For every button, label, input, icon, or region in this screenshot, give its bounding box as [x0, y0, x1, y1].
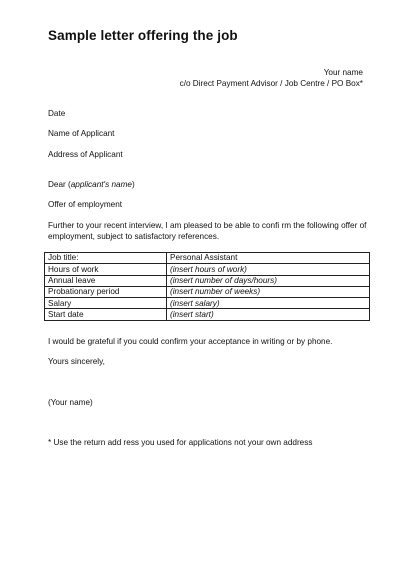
letter-title: Sample letter offering the job	[48, 28, 238, 43]
table-row	[45, 298, 370, 309]
table-cell-value: (insert number of weeks)	[167, 286, 370, 297]
sender-address: c/o Direct Payment Advisor / Job Centre / PO Box*	[179, 79, 363, 88]
salutation-suffix: )	[131, 180, 135, 189]
table-cell-value: (insert start)	[167, 309, 370, 320]
table-row	[45, 253, 370, 264]
intro-paragraph: Further to your recent interview, I am pleased to be able to confi rm the following offer of employment, subject to satisfactory references.	[48, 221, 367, 241]
table-row	[45, 275, 370, 286]
table-row	[45, 286, 370, 297]
closing-paragraph: I would be grateful if you could confirm your acceptance in writing or by phone.	[48, 337, 333, 346]
salutation-prefix: Dear (	[48, 180, 71, 189]
offer-table	[44, 252, 370, 321]
sender-name: Your name	[323, 68, 363, 77]
footnote: * Use the return add ress you used for applications not your own address	[48, 438, 313, 447]
table-cell-label: Annual leave	[45, 275, 167, 286]
table-row	[45, 264, 370, 275]
salutation-name: applicant's name	[70, 180, 132, 189]
applicant-address-line: Address of Applicant	[48, 150, 123, 159]
signature-name: (Your name)	[48, 398, 93, 407]
applicant-name-line: Name of Applicant	[48, 129, 115, 138]
table-cell-value: (insert number of days/hours)	[167, 275, 370, 286]
table-cell-label: Start date	[45, 309, 167, 320]
table-cell-value: (insert hours of work)	[167, 264, 370, 275]
table-cell-value: (insert salary)	[167, 298, 370, 309]
subject-line: Offer of employment	[48, 200, 123, 209]
sign-off: Yours sincerely,	[48, 357, 105, 366]
table-cell-label: Probationary period	[45, 286, 167, 297]
table-cell-value: Personal Assistant	[167, 253, 370, 264]
salutation	[48, 180, 135, 191]
date-line: Date	[48, 109, 66, 118]
table-cell-label: Job title:	[45, 253, 167, 264]
table-cell-label: Salary	[45, 298, 167, 309]
table-cell-label: Hours of work	[45, 264, 167, 275]
table-row	[45, 309, 370, 320]
